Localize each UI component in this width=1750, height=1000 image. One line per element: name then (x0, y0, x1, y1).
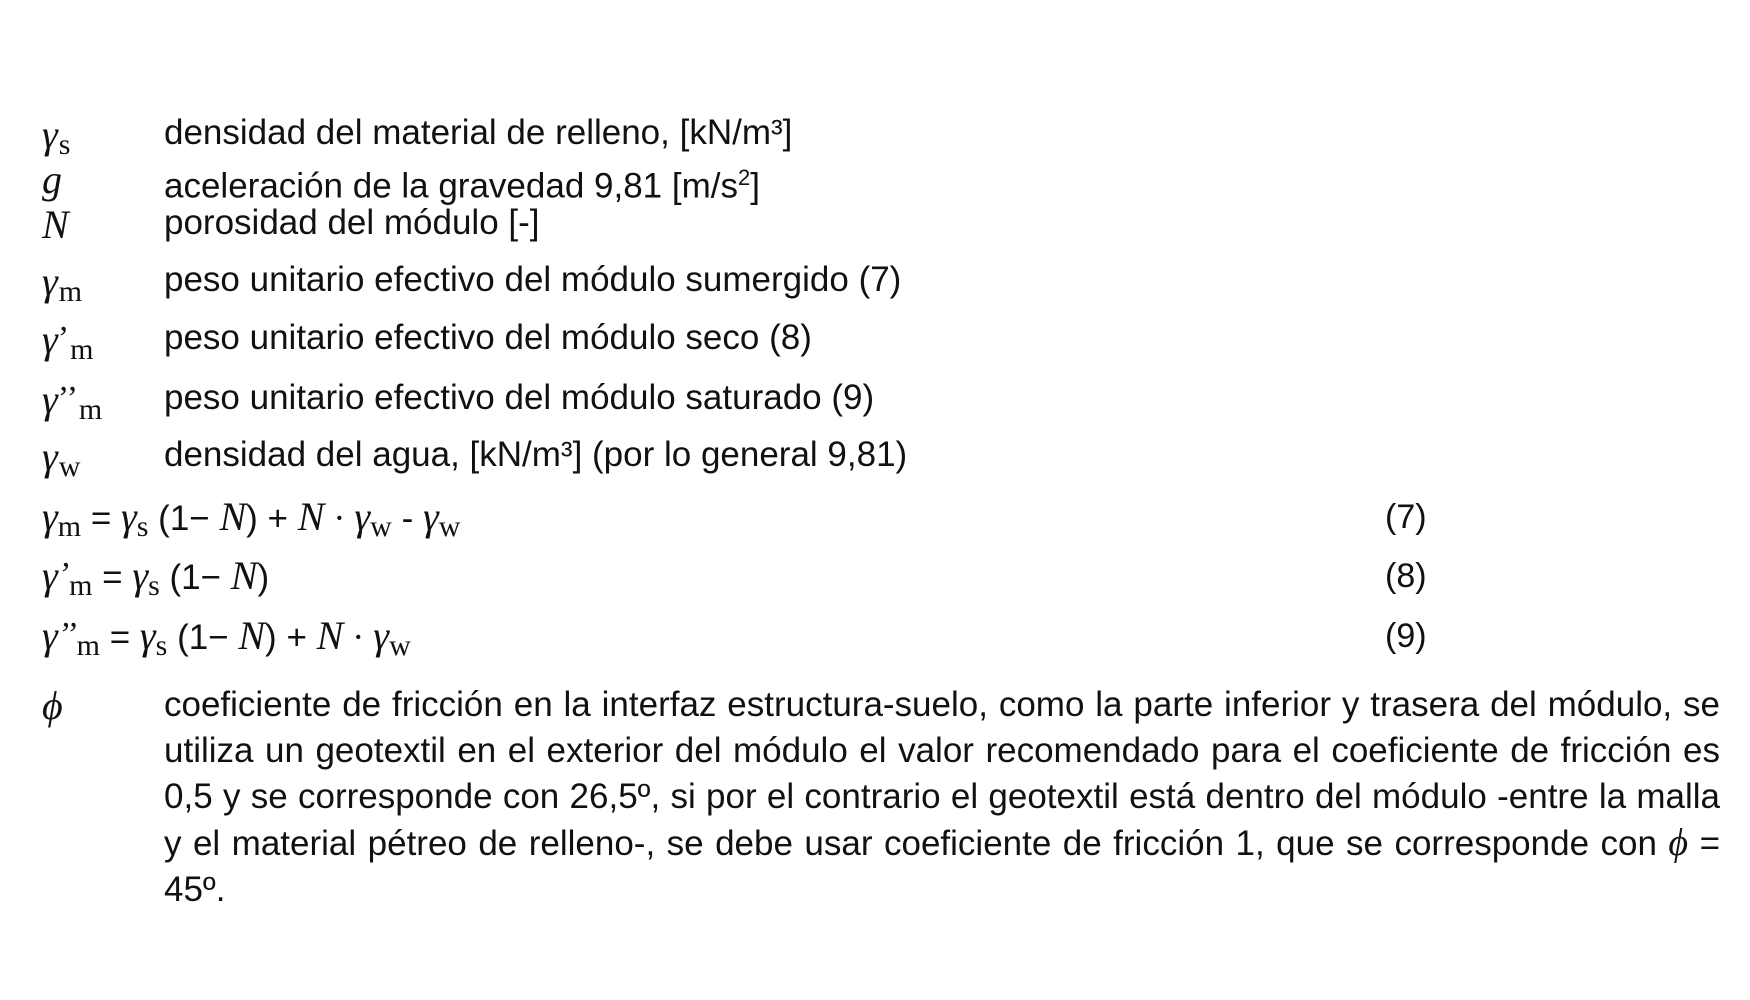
equation-9: γ’’m = γs (1− N) + N · γw (42, 613, 411, 662)
definition-N: porosidad del módulo [-] (164, 203, 540, 242)
definition-gamma-s: densidad del material de relleno, [kN/m³] (164, 113, 793, 152)
symbol-N: N (42, 202, 69, 247)
equation-7: γm = γs (1− N) + N · γw - γw (42, 494, 461, 543)
equation-number-7: (7) (1385, 498, 1427, 536)
definition-gamma-prime-m: peso unitario efectivo del módulo seco (8) (164, 318, 812, 357)
definition-phi: coeficiente de fricción en la interfaz estructura-suelo, como la parte inferior y trasera del módulo, se utiliza un geotextil en el exterior del módulo el valor recomendado para el coeficiente de fricción es 0,5 y se corresponde con 26,5º, si por el contrario el geotextil está dentro del módulo -entre la malla y el material pétreo de relleno-, se debe usar coeficiente de fricción 1, que se corresponde con ϕ = 45º. (164, 685, 1721, 909)
symbol-phi: ϕ (42, 683, 63, 728)
symbol-gamma-prime-m: γ’m (42, 317, 94, 366)
symbol-gamma-double-prime-m: γ’’m (42, 377, 103, 426)
definition-gamma-w: densidad del agua, [kN/m³] (por lo general 9,81) (164, 435, 908, 474)
symbol-gamma-m: γm (42, 259, 83, 308)
definition-gamma-double-prime-m: peso unitario efectivo del módulo saturado (9) (164, 378, 875, 417)
equation-8: γ’m = γs (1− N) (42, 553, 270, 602)
equation-number-8: (8) (1385, 557, 1427, 595)
symbol-gamma-w: γw (42, 434, 81, 483)
definition-g: aceleración de la gravedad 9,81 $[m/s^2]$ (164, 165, 760, 206)
symbol-g: g (42, 157, 62, 202)
symbol-gamma-s: γs (42, 112, 71, 161)
phi-inline-symbol: ϕ (1668, 822, 1689, 864)
definition-gamma-m: peso unitario efectivo del módulo sumergido (7) (164, 260, 902, 299)
equation-number-9: (9) (1385, 617, 1427, 655)
